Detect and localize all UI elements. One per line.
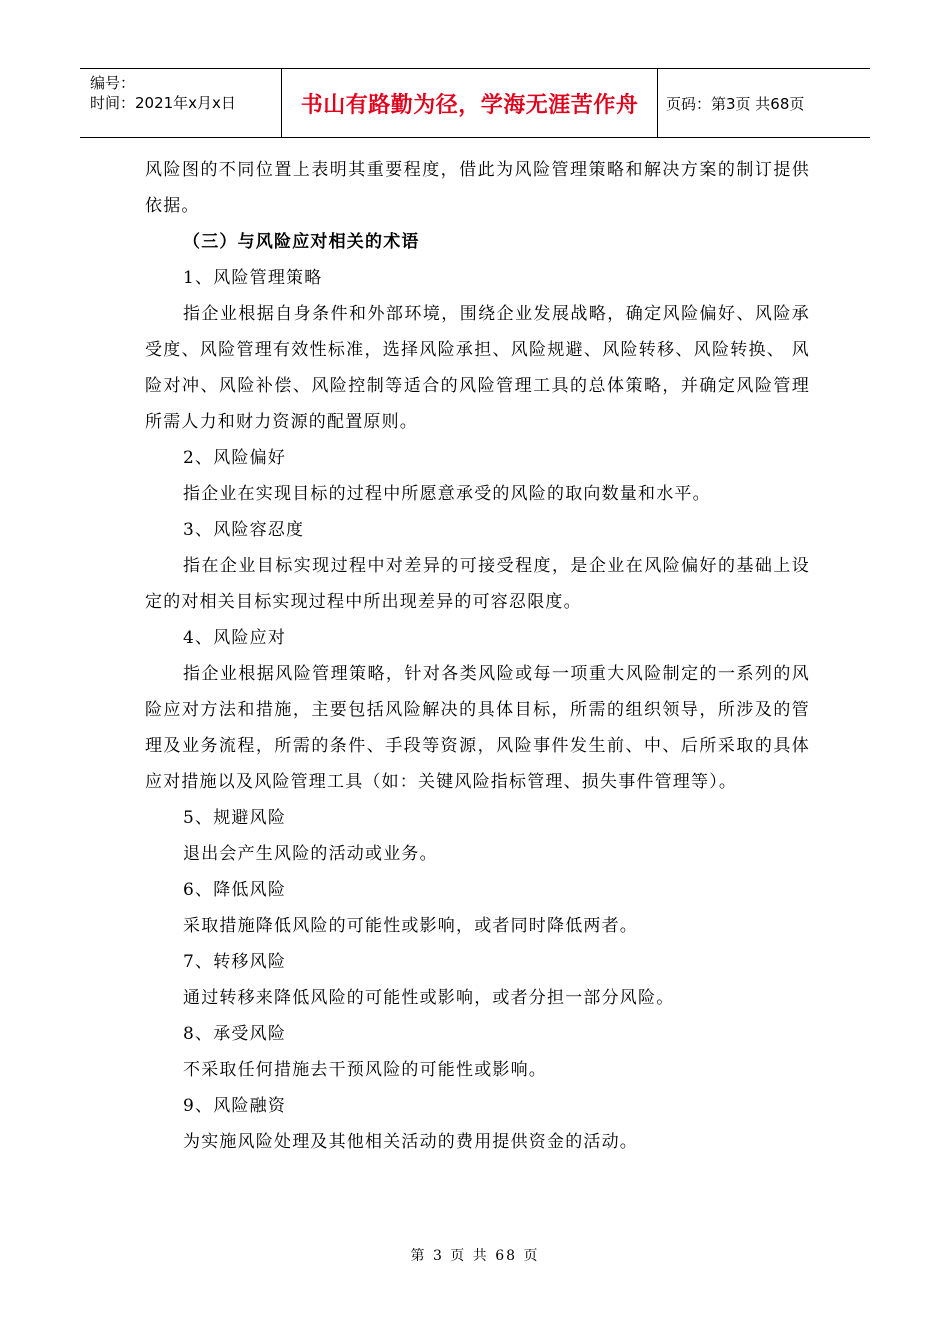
term-text-2: 指企业在实现目标的过程中所愿意承受的风险的取向数量和水平。 [183,484,711,504]
term-text-3: 指在企业目标实现过程中对差异的可接受程度，是企业在风险偏好的基础上设定的对相关目标实现过程中所出现差异的可容忍限度。 [145,556,810,612]
header-page-info: 页码：第3页 共68页 [666,94,805,113]
term-text-1: 指企业根据自身条件和外部环境，围绕企业发展战略，确定风险偏好、风险承受度、风险管理有效性标准，选择风险承担、风险规避、风险转移、风险转换、 风险对冲、风险补偿、风险控制等适合的风险管理工具的总体策略，并确定风险管理所需人力和财力资源的配置原则。 [145,304,810,432]
time-label: 时间：2021年x月x日 [90,94,236,112]
header-left-cell [80,69,282,137]
term-title-5: 5、规避风险 [183,808,287,828]
term-title-7: 7、转移风险 [183,952,287,972]
term-title-8: 8、承受风险 [183,1024,287,1044]
term-title-6: 6、降低风险 [183,880,287,900]
term-text-5: 退出会产生风险的活动或业务。 [183,844,438,864]
section-heading: （三）与风险应对相关的术语 [183,232,420,252]
page-footer: 第 3 页 共 68 页 [410,1248,540,1264]
paragraph-continued: 风险图的不同位置上表明其重要程度，借此为风险管理策略和解决方案的制订提供依据。 [145,160,810,216]
term-title-3: 3、风险容忍度 [183,520,305,540]
page-header [80,68,870,138]
term-title-2: 2、风险偏好 [183,448,287,468]
term-title-4: 4、风险应对 [183,628,287,648]
term-text-7: 通过转移来降低风险的可能性或影响，或者分担一部分风险。 [183,988,675,1008]
number-label: 编号： [90,74,136,92]
term-text-9: 为实施风险处理及其他相关活动的费用提供资金的活动。 [183,1132,638,1152]
term-text-4: 指企业根据风险管理策略，针对各类风险或每一项重大风险制定的一系列的风险应对方法和措施，主要包括风险解决的具体目标，所需的组织领导，所涉及的管理及业务流程，所需的条件、手段等资源，风险事件发生前、中、后所采取的具体应对措施以及风险管理工具（如：关键风险指标管理、损失事件管理等）。 [145,664,810,792]
term-text-6: 采取措施降低风险的可能性或影响，或者同时降低两者。 [183,916,638,936]
term-title-1: 1、风险管理策略 [183,268,323,288]
term-text-8: 不采取任何措施去干预风险的可能性或影响。 [183,1060,547,1080]
term-title-9: 9、风险融资 [183,1096,287,1116]
document-body [145,152,810,1160]
header-motto: 书山有路勤为径，学海无涯苦作舟 [282,69,658,137]
